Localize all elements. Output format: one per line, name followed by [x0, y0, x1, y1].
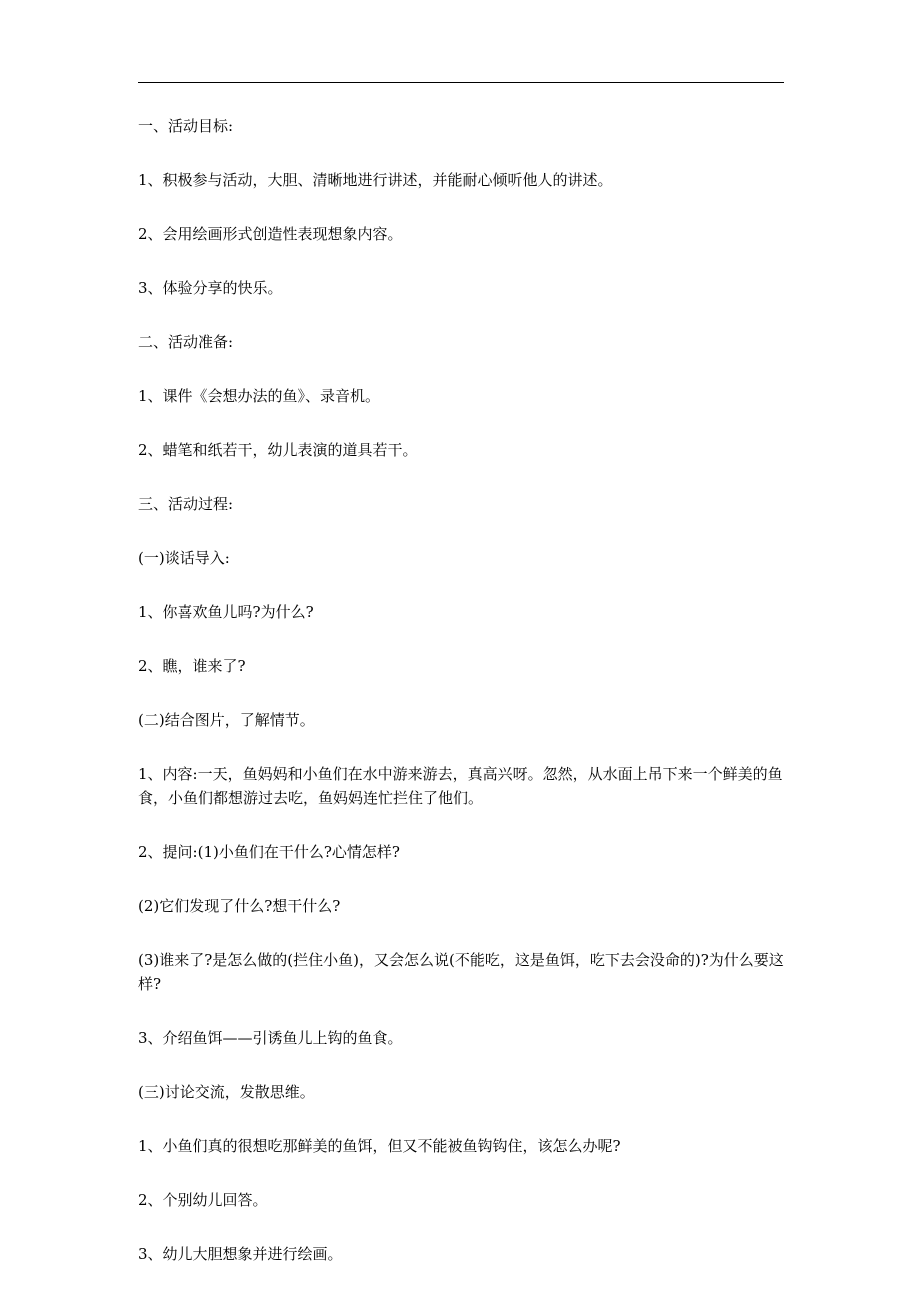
preparation-item-1: 1、课件《会想办法的鱼》、录音机。: [138, 387, 381, 405]
pictures-question-3: (3)谁来了?是怎么做的(拦住小鱼)，又会怎么说(不能吃，这是鱼饵，吃下去会没命的)?为什么要这样?: [138, 951, 784, 993]
section-heading-process: 三、活动过程:: [138, 495, 234, 513]
header-rule: [138, 82, 784, 83]
pictures-question-2: (2)它们发现了什么?想干什么?: [138, 897, 341, 915]
pictures-item-questions: 2、提问:(1)小鱼们在干什么?心情怎样?: [138, 843, 400, 861]
subsection-heading-discussion: (三)讨论交流，发散思维。: [138, 1083, 315, 1101]
goal-item-2: 2、会用绘画形式创造性表现想象内容。: [138, 225, 403, 243]
discussion-item-2: 2、个别幼儿回答。: [138, 1191, 268, 1209]
subsection-heading-intro: (一)谈话导入:: [138, 549, 230, 567]
intro-item-1: 1、你喜欢鱼儿吗?为什么?: [138, 603, 314, 621]
goal-item-3: 3、体验分享的快乐。: [138, 279, 283, 297]
subsection-heading-pictures: (二)结合图片，了解情节。: [138, 711, 315, 729]
section-heading-preparation: 二、活动准备:: [138, 333, 234, 351]
goal-item-1: 1、积极参与活动，大胆、清晰地进行讲述，并能耐心倾听他人的讲述。: [138, 171, 613, 189]
discussion-item-3: 3、幼儿大胆想象并进行绘画。: [138, 1245, 343, 1263]
discussion-item-1: 1、小鱼们真的很想吃那鲜美的鱼饵，但又不能被鱼钩钩住，该怎么办呢?: [138, 1137, 621, 1155]
pictures-item-bait: 3、介绍鱼饵——引诱鱼儿上钩的鱼食。: [138, 1029, 403, 1047]
preparation-item-2: 2、蜡笔和纸若干，幼儿表演的道具若干。: [138, 441, 418, 459]
intro-item-2: 2、瞧，谁来了?: [138, 657, 246, 675]
section-heading-goals: 一、活动目标:: [138, 117, 234, 135]
pictures-item-content: 1、内容:一天，鱼妈妈和小鱼们在水中游来游去，真高兴呀。忽然，从水面上吊下来一个鲜美的鱼食，小鱼们都想游过去吃，鱼妈妈连忙拦住了他们。: [138, 765, 783, 807]
document-body: [138, 114, 786, 1296]
